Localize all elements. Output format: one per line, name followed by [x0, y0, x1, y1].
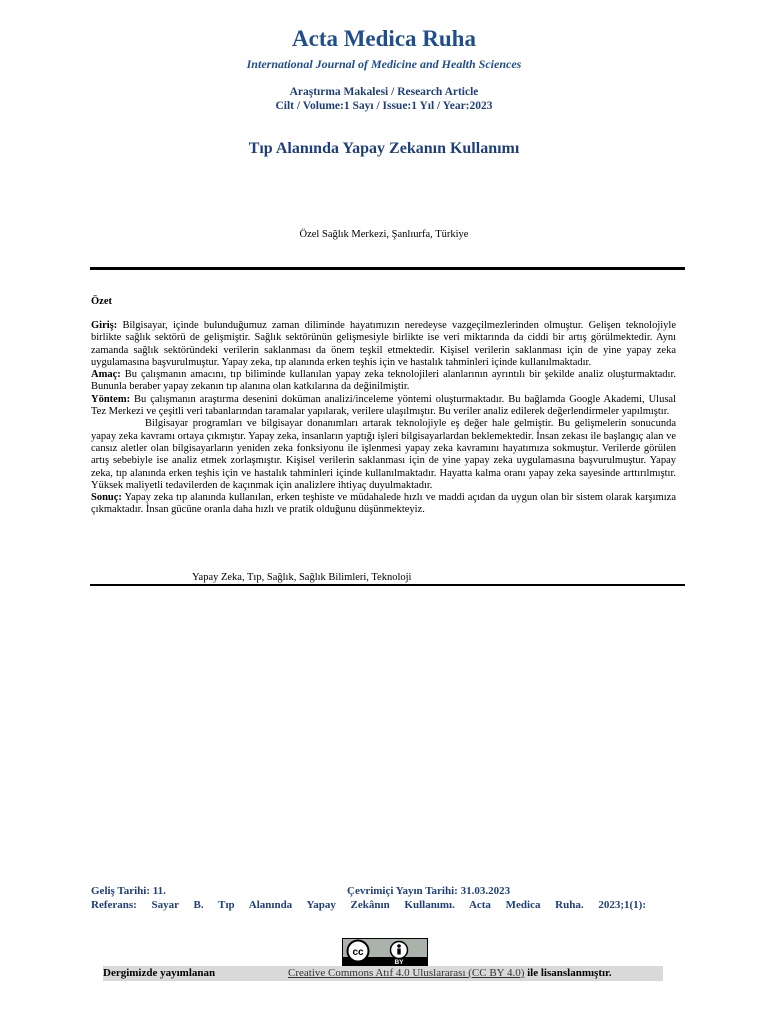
license-link[interactable]: Creative Commons Atıf 4.0 Uluslararası (CC BY 4.0): [288, 967, 525, 979]
cc-icon-text: cc: [352, 947, 364, 958]
journal-subtitle: International Journal of Medicine and Health Sciences: [246, 57, 522, 71]
top-divider: [90, 267, 685, 270]
published-date: Çevrimiçi Yayın Tarihi: 31.03.2023: [347, 885, 511, 897]
license-right: [288, 966, 612, 981]
abstract-conclusion: [91, 492, 676, 517]
bottom-divider: [90, 584, 685, 586]
author-affiliation: Özel Sağlık Merkezi, Şanlıurfa, Türkiye: [299, 229, 469, 240]
journal-title: Acta Medica Ruha: [292, 26, 476, 51]
conclusion-label: Sonuç:: [91, 492, 122, 504]
abstract-heading: Özet: [91, 296, 112, 307]
cc-by-logo: [343, 939, 427, 965]
license-statement: [103, 966, 663, 981]
abstract-body: [91, 320, 676, 517]
volume-issue-year: Cilt / Volume:1 Sayı / Issue:1 Yıl / Year:2023: [275, 100, 493, 112]
aim-label: Amaç:: [91, 369, 121, 381]
method-label: Yöntem:: [91, 393, 131, 405]
aim-text: Bu çalışmanın amacını, tıp biliminde kullanılan yapay zeka teknolojileri alanlarının ayrıntılı bir şekilde analiz oluşturmaktadır. Bununla beraber yapay zekanın tıp alanına olan katkılarına da değinilmiştir.: [91, 369, 676, 393]
introduction-text: Bilgisayar, içinde bulunduğumuz zaman diliminde hayatımızın neredeyse vazgeçilmezlerinden olmuştur. Gelişen teknolojiyle birlikte sağlık sektörü de gelişmiştir. Sağlık sektörünün gelişmesiyle birlikte ise veri miktarında da ciddi bir artış görülmektedir. Aynı zamanda sağlık sektöründeki verilerin saklanması da önem teşkil etmektedir. Kişisel verilerin saklanması için de yine yapay zeka uygulamasına başvurulmuştur. Yapay zeka, tıp alanında erken teşhis için ve hastalık tahminleri içinde kullanılmaktadır.: [91, 320, 676, 368]
introduction-label: Giriş:: [91, 320, 118, 331]
conclusion-text: Yapay zeka tıp alanında kullanılan, erken teşhiste ve müdahalede hızlı ve maddi açıdan da uygun olan bir sistem olarak karşımıza çıkmaktadır. İnsan gücüne oranla daha hızlı ve pratik olduğunu düşünmekteyiz.: [91, 492, 676, 516]
cc-by-license-badge[interactable]: [342, 938, 428, 966]
abstract-aim: [91, 369, 676, 394]
by-label: BY: [394, 959, 404, 965]
license-prefix: Dergimizde yayımlanan: [103, 967, 216, 979]
license-suffix: ile lisanslanmıştır.: [524, 967, 612, 979]
citation-reference: Referans: Sayar B. Tıp Alanında Yapay Zekânın Kullanımı. Acta Medica Ruha. 2023;1(1):: [91, 899, 646, 911]
method-text: Bu çalışmanın araştırma desenini doküman analizi/inceleme yöntemi oluşturmaktadır. Bu bağlamda Google Akademi, Ulusal Tez Merkezi ve çeşitli veri tabanlarından taramalar yapılarak, verilere ulaşılmıştır. Bu veriler analiz edilerek değerlendirmeler yapılmıştır.: [91, 393, 676, 418]
article-title: Tıp Alanında Yapay Zekanın Kullanımı: [248, 140, 520, 157]
article-type: Araştırma Makalesi / Research Article: [289, 86, 479, 98]
abstract-findings: Bilgisayar programları ve bilgisayar donanımları artarak teknolojiyle eş değer hale gelmiştir. Bu gelişmelerin sonucunda yapay zeka kavramı ortaya çıkmıştır. Yapay zeka, insanların yaptığı işleri bilgisayarlardan beklemektedir. İnsan zekası ile başlangıç alan ve cansız aletler olan bilgisayarların yeniden zeka fonksiyonu ile işlenmesi yapay zeka kavramını hayatımıza sokmuştur. Verilerde görülen artış sebebiyle ise analiz etmek zorlaşmıştır. Kişisel verilerin saklanması için de yine yapay zeka uygulamasına başvurulmuştur. Yapay zeka, tıp alanında erken teşhis için ve hastalık tahminleri içinde kullanılmaktadır. Hayatta kalma oranı yapay zeka sayesinde arttırılmıştır. Yüksek maliyetli tedavilerden de kaçınmak için analizlere ihtiyaç duyulmaktadır.: [91, 418, 676, 491]
received-date: Geliş Tarihi: 11.: [91, 885, 166, 897]
abstract-method: [91, 394, 676, 419]
abstract-introduction: [91, 320, 676, 369]
keywords: Yapay Zeka, Tıp, Sağlık, Sağlık Bilimleri, Teknoloji: [192, 572, 412, 583]
